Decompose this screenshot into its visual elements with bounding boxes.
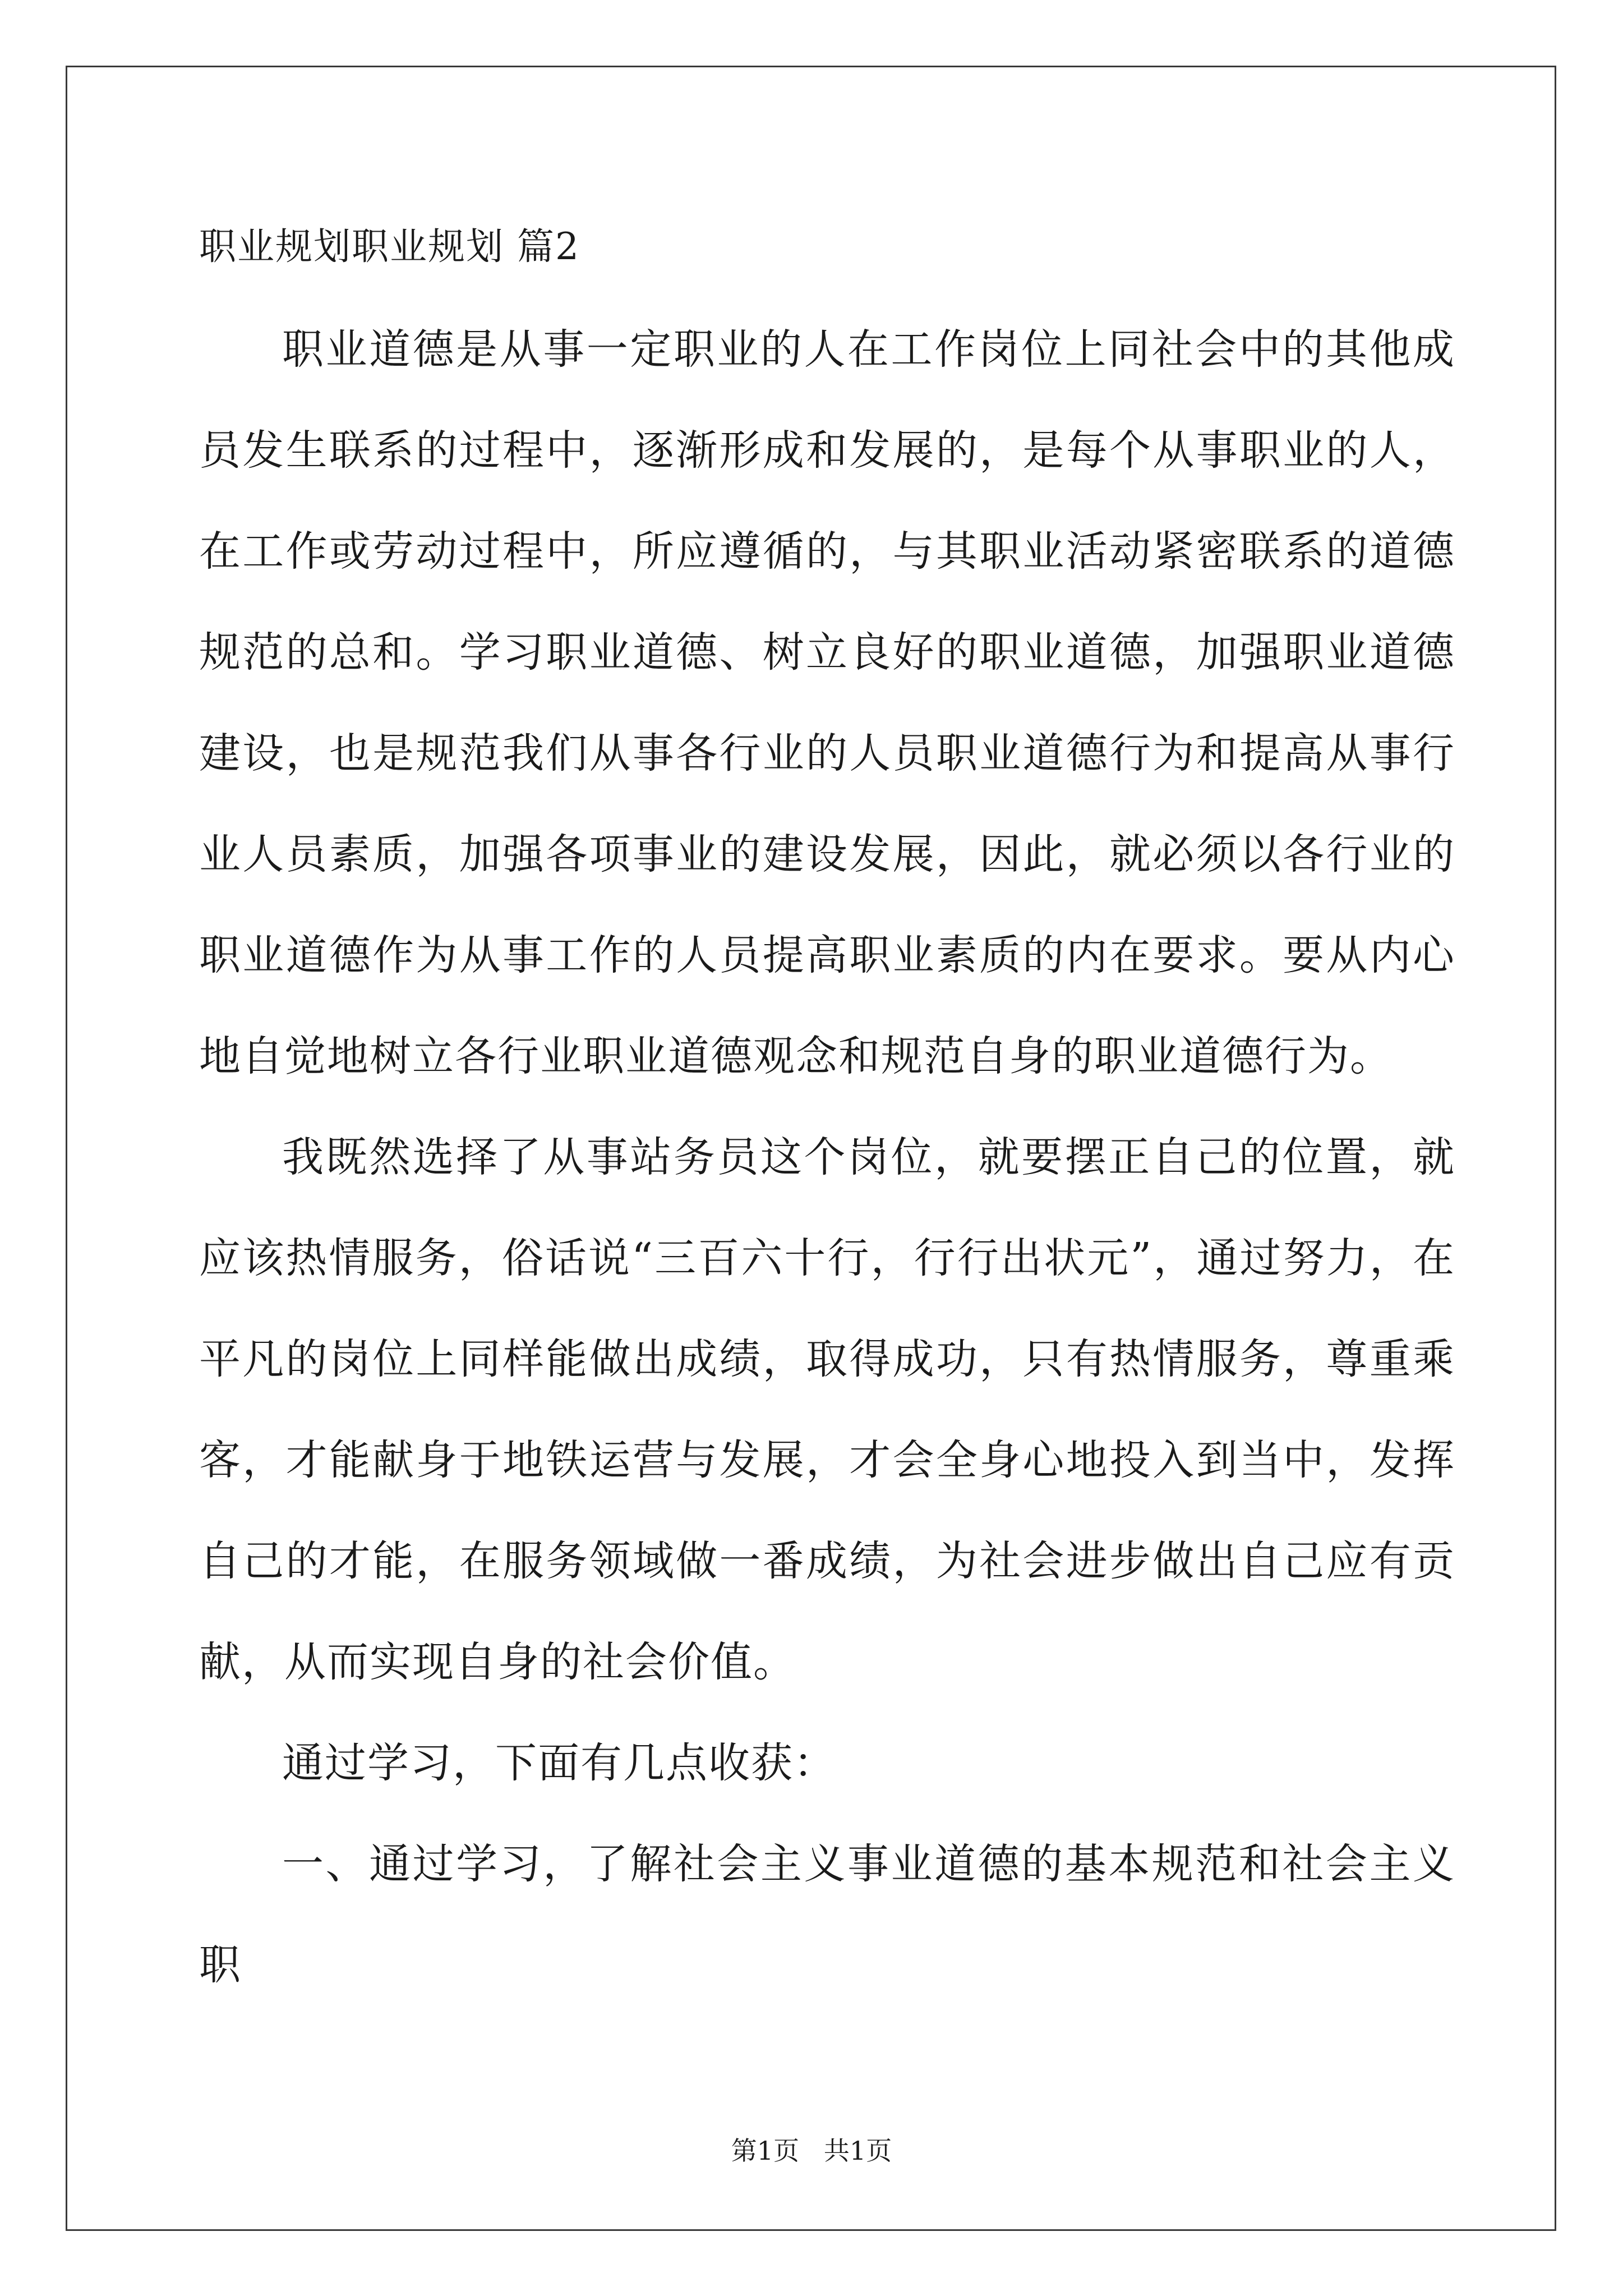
paragraph-4: 一、通过学习，了解社会主义事业道德的基本规范和社会主义职	[199, 1840, 1455, 1989]
paragraph-2: 我既然选择了从事站务员这个岗位，就要摆正自己的位置，就应该热情服务，俗话说“三百六十行，行行出状元”，通过努力，在平凡的岗位上同样能做出成绩，取得成功，只有热情服务，尊重乘客，才能献身于地铁运营与发展，才会全身心地投入到当中，发挥自己的才能，在服务领域做一番成绩，为社会进步做出自己应有贡献，从而实现自身的社会价值。	[199, 1133, 1455, 1686]
document-title: 职业规划职业规划 篇2	[199, 225, 580, 268]
paragraph-1: 职业道德是从事一定职业的人在工作岗位上同社会中的其他成员发生联系的过程中，逐渐形成和发展的，是每个从事职业的人，在工作或劳动过程中，所应遵循的，与其职业活动紧密联系的道德规范的总和。学习职业道德、树立良好的职业道德，加强职业道德建设，也是规范我们从事各行业的人员职业道德行为和提高从事行业人员素质，加强各项事业的建设发展，因此，就必须以各行业的职业道德作为从事工作的人员提高职业素质的内在要求。要从内心地自觉地树立各行业职业道德观念和规范自身的职业道德行为。	[199, 325, 1455, 1080]
paragraph-3: 通过学习，下面有几点收获：	[282, 1739, 836, 1787]
document-body	[199, 216, 1455, 2016]
page-number-footer: 第1页 共1页	[731, 2136, 892, 2166]
